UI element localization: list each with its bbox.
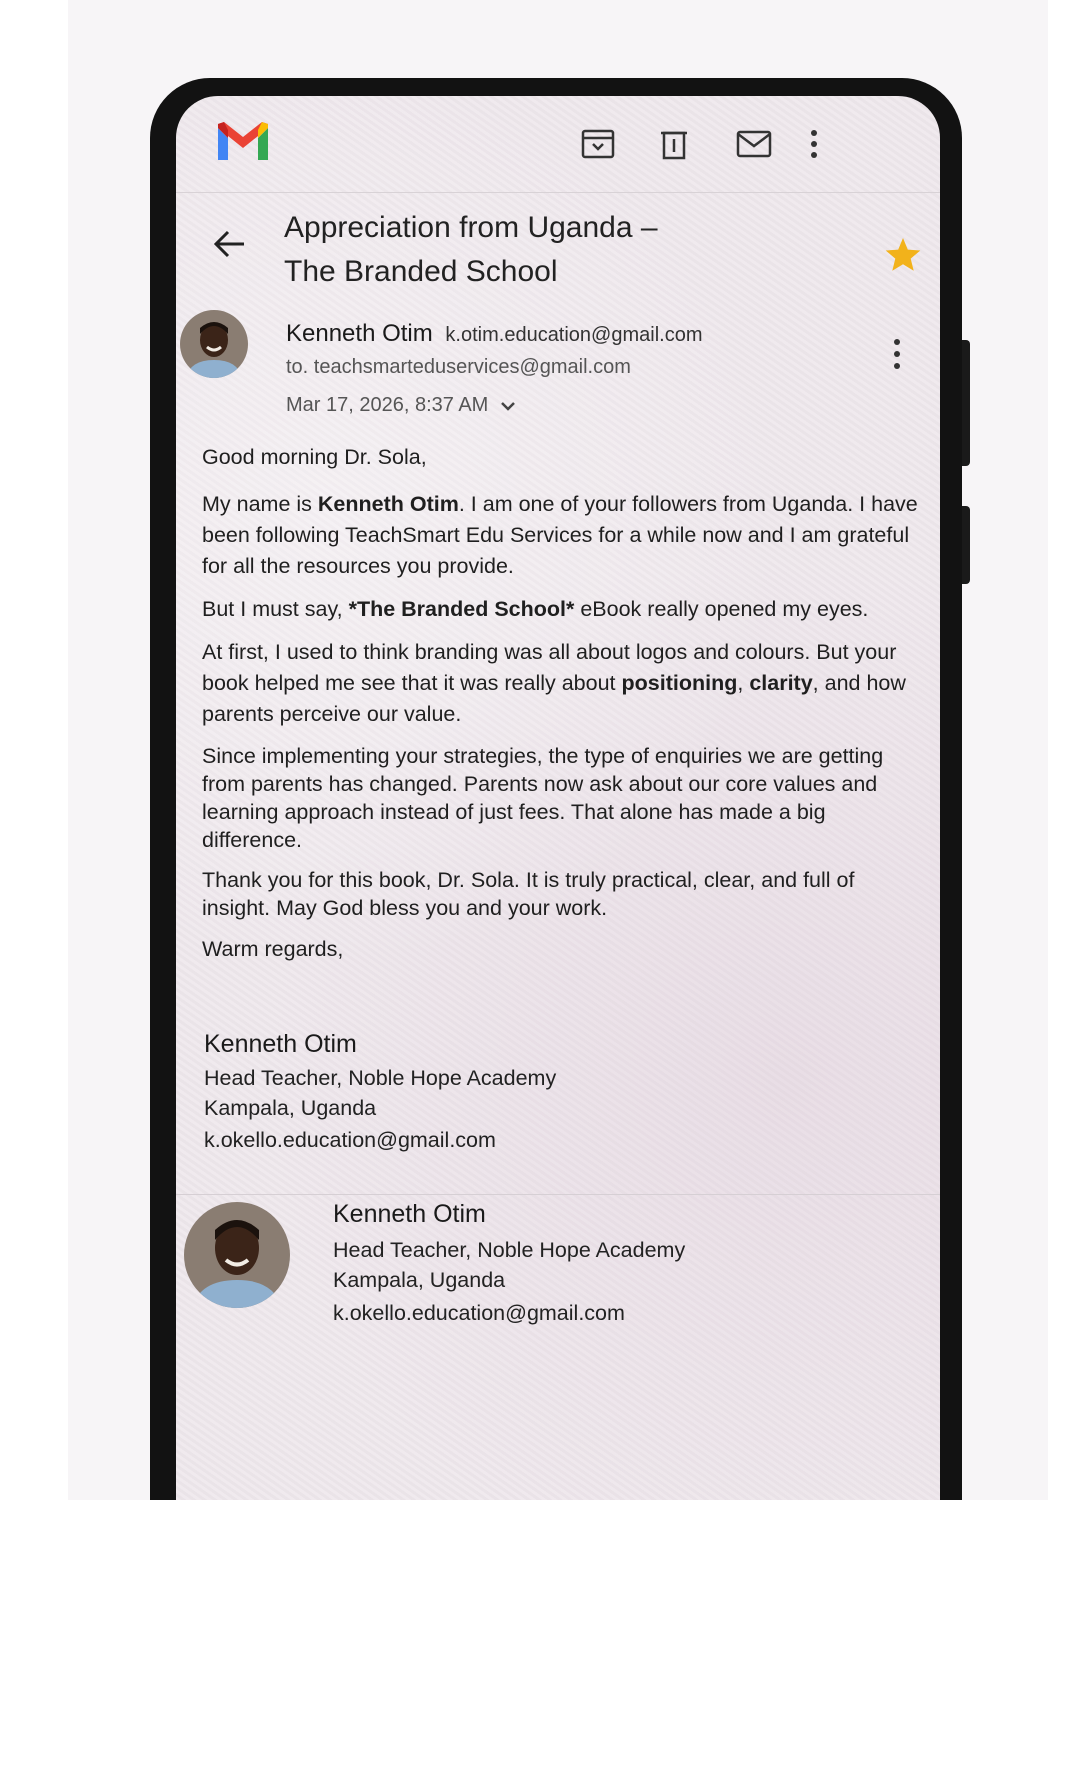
contact-card-avatar <box>184 1202 290 1308</box>
archive-icon[interactable] <box>580 126 616 162</box>
toolbar <box>176 96 940 193</box>
signature-location: Kampala, Uganda <box>204 1096 377 1120</box>
gmail-logo[interactable] <box>214 120 272 164</box>
sender-email: k.otim.education@gmail.com <box>445 324 703 346</box>
delete-icon[interactable] <box>656 126 692 162</box>
divider <box>176 1194 940 1195</box>
subject-line-2: The Branded School <box>284 255 558 288</box>
contact-card-name: Kenneth Otim <box>333 1200 486 1228</box>
paragraph-2: But I must say, *The Branded School* eBook really opened my eyes. <box>202 597 869 621</box>
signature-title: Head Teacher, Noble Hope Academy <box>204 1066 557 1090</box>
sender-name: Kenneth Otim <box>286 320 433 347</box>
volume-button <box>962 506 970 584</box>
more-vert-icon[interactable] <box>796 126 832 162</box>
contact-card-email[interactable]: k.okello.education@gmail.com <box>333 1301 625 1325</box>
power-button <box>962 340 970 466</box>
sender-avatar[interactable] <box>180 310 248 378</box>
message-more-icon[interactable] <box>882 334 912 374</box>
closing: Warm regards, <box>202 937 344 961</box>
signature-email[interactable]: k.okello.education@gmail.com <box>204 1128 496 1152</box>
paragraph-5: Thank you for this book, Dr. Sola. It is truly practical, clear, and full of insight. May God bless you and your work. <box>202 868 855 920</box>
star-icon[interactable] <box>884 236 922 274</box>
subject-line-1: Appreciation from Uganda – <box>284 211 658 244</box>
subject-row <box>176 196 940 306</box>
paragraph-1: My name is Kenneth Otim. I am one of your followers from Uganda. I have been following TeachSmart Edu Services for a while now and I am grateful for all the resources you provide. <box>202 492 918 578</box>
contact-card-location: Kampala, Uganda <box>333 1268 506 1292</box>
sender-line <box>286 320 703 348</box>
mark-unread-icon[interactable] <box>734 126 774 162</box>
date-line[interactable] <box>286 394 516 417</box>
paragraph-4: Since implementing your strategies, the type of enquiries we are getting from parents has changed. Parents now ask about our core values and learning approach instead of just fees. That alone has made a big difference. <box>202 744 884 852</box>
email-date: Mar 17, 2026, 8:37 AM <box>286 394 489 416</box>
signature-name: Kenneth Otim <box>204 1030 357 1058</box>
recipient-line[interactable]: to. teachsmarteduservices@gmail.com <box>286 356 631 378</box>
contact-card-title: Head Teacher, Noble Hope Academy <box>333 1238 686 1262</box>
back-arrow-icon[interactable] <box>210 224 250 264</box>
email-subject <box>284 206 804 294</box>
chevron-down-icon <box>500 400 516 412</box>
greeting: Good morning Dr. Sola, <box>202 445 427 469</box>
email-body <box>202 442 924 977</box>
email-screen <box>176 96 940 1500</box>
paragraph-3: At first, I used to think branding was all about logos and colours. But your book helped me see that it was really about positioning, clarity, and how parents perceive our value. <box>202 640 906 726</box>
